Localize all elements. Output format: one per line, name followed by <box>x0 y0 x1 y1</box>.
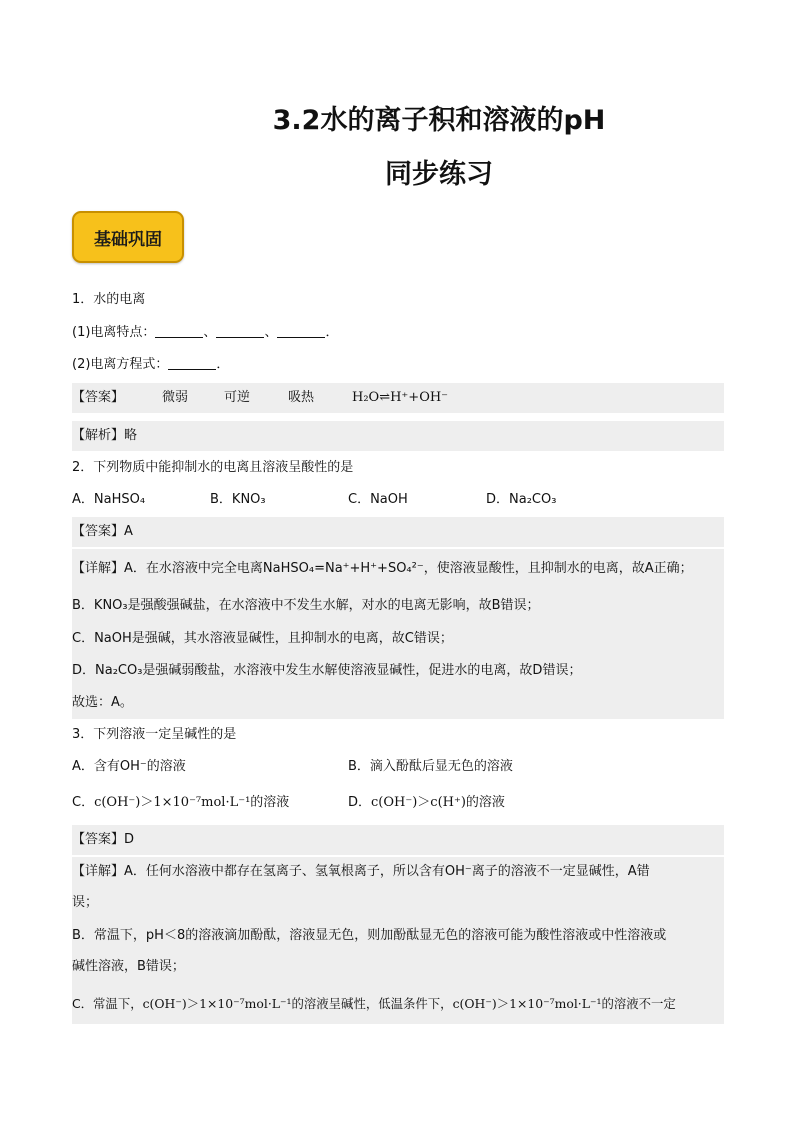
q3-option-d <box>348 788 505 818</box>
q1-answer-2: 可逆 <box>224 390 251 405</box>
q1-answer-row <box>72 383 724 413</box>
q3-detail-c1: C．常温下， <box>72 996 143 1011</box>
q2-stem: 2．下列物质中能抑制水的电离且溶液呈酸性的是 <box>72 460 354 475</box>
q1-part1-label: (1)电离特点： <box>72 325 156 340</box>
q1-answer-equation: H₂O⇌H⁺+OH⁻ <box>352 390 449 405</box>
q3-option-b: B．滴入酚酞后显无色的溶液 <box>348 759 513 774</box>
q3-option-d-expr: c(OH⁻)＞c(H⁺) <box>371 795 466 810</box>
q2-detail-a-text: A．在水溶液中完全电离NaHSO₄=Na⁺+H⁺+SO₄²⁻，使溶液显酸性，且抑制水的电离，故A正确； <box>124 561 693 576</box>
q1-blank-2 <box>216 323 264 338</box>
q1-sep-1: 、 <box>203 325 217 340</box>
q2-answer-value: A <box>124 524 133 539</box>
q2-option-d: D．Na₂CO₃ <box>486 492 557 507</box>
q2-detail-a <box>72 554 724 584</box>
q2-option-b: B．KNO₃ <box>210 492 266 507</box>
q1-stem: 1．水的电离 <box>72 292 146 307</box>
q2-option-c: C．NaOH <box>348 492 408 507</box>
q3-option-c-expr: c(OH⁻)＞1×10⁻⁷mol·L⁻¹ <box>94 795 251 810</box>
q3-detail-a1-text: A．任何水溶液中都存在氢离子、氢氧根离子，所以含有OH⁻离子的溶液不一定显碱性，A错 <box>124 864 650 879</box>
q1-analysis-row <box>72 421 724 451</box>
q3-option-d-prefix: D． <box>348 795 372 810</box>
q3-detail-c-expr-1: c(OH⁻)＞1×10⁻⁷mol·L⁻¹ <box>142 996 292 1011</box>
q3-answer-value: D <box>124 832 135 847</box>
q1-answer-3: 吸热 <box>288 390 315 405</box>
q3-option-d-suffix: 的溶液 <box>465 795 505 810</box>
q1-answer-1: 微弱 <box>162 390 189 405</box>
q1-blank-3 <box>277 323 325 338</box>
q2-option-a: A．NaHSO₄ <box>72 492 146 507</box>
q2-detail-b: B．KNO₃是强酸强碱盐，在水溶液中不发生水解，对水的电离无影响，故B错误； <box>72 598 540 613</box>
q1-analysis-label: 【解析】 <box>72 428 125 443</box>
q1-sep-2: 、 <box>264 325 278 340</box>
q3-detail-a2: 误； <box>72 895 99 910</box>
q3-detail-c <box>72 989 724 1019</box>
q3-detail-c-expr-2: c(OH⁻)＞1×10⁻⁷mol·L⁻¹ <box>452 996 602 1011</box>
q2-options <box>72 485 724 515</box>
q2-answer-label: 【答案】 <box>72 524 125 539</box>
q1-analysis-text: 略 <box>124 428 138 443</box>
q1-blank-1 <box>155 323 203 338</box>
q1-blank-4 <box>168 355 216 370</box>
q3-option-c-suffix: 的溶液 <box>250 795 290 810</box>
q1-part2 <box>72 350 724 380</box>
q3-option-a: A．含有OH⁻的溶液 <box>72 759 186 774</box>
q3-answer-row <box>72 825 724 855</box>
q3-stem: 3．下列溶液一定呈碱性的是 <box>72 727 237 742</box>
q1-part2-end: ． <box>216 357 230 372</box>
q3-detail-c2: 的溶液呈碱性，低温条件下， <box>291 996 453 1011</box>
q1-part1-end: ． <box>325 325 339 340</box>
q3-detail-c3: 的溶液不一定 <box>601 996 676 1011</box>
q2-answer-row <box>72 517 724 547</box>
q2-detail-c: C．NaOH是强碱，其水溶液显碱性，且抑制水的电离，故C错误； <box>72 631 453 646</box>
page-subtitle: 同步练习 <box>385 159 493 190</box>
q3-detail-label: 【详解】 <box>72 864 125 879</box>
q3-option-c-prefix: C． <box>72 795 95 810</box>
q3-detail-b1: B．常温下，pH＜8的溶液滴加酚酞，溶液显无色，则加酚酞显无色的溶液可能为酸性溶液或中性溶液或 <box>72 928 667 943</box>
page-title: 3.2水的离子积和溶液的pH <box>272 105 606 136</box>
q1-part1 <box>72 318 724 348</box>
q2-conclusion: 故选：A。 <box>72 695 133 710</box>
section-badge: 基础巩固 <box>72 211 184 263</box>
q2-detail-d: D．Na₂CO₃是强碱弱酸盐，水溶液中发生水解使溶液显碱性，促进水的电离，故D错误； <box>72 663 582 678</box>
q2-detail-label: 【详解】 <box>72 561 125 576</box>
q3-detail-a1 <box>72 857 724 887</box>
q3-options-row2 <box>72 788 724 818</box>
q3-option-c <box>72 788 289 818</box>
q3-detail-b2: 碱性溶液，B错误； <box>72 959 185 974</box>
q3-answer-label: 【答案】 <box>72 832 125 847</box>
q1-part2-label: (2)电离方程式： <box>72 357 169 372</box>
q1-answer-label: 【答案】 <box>72 390 125 405</box>
q3-options-row1 <box>72 752 724 782</box>
